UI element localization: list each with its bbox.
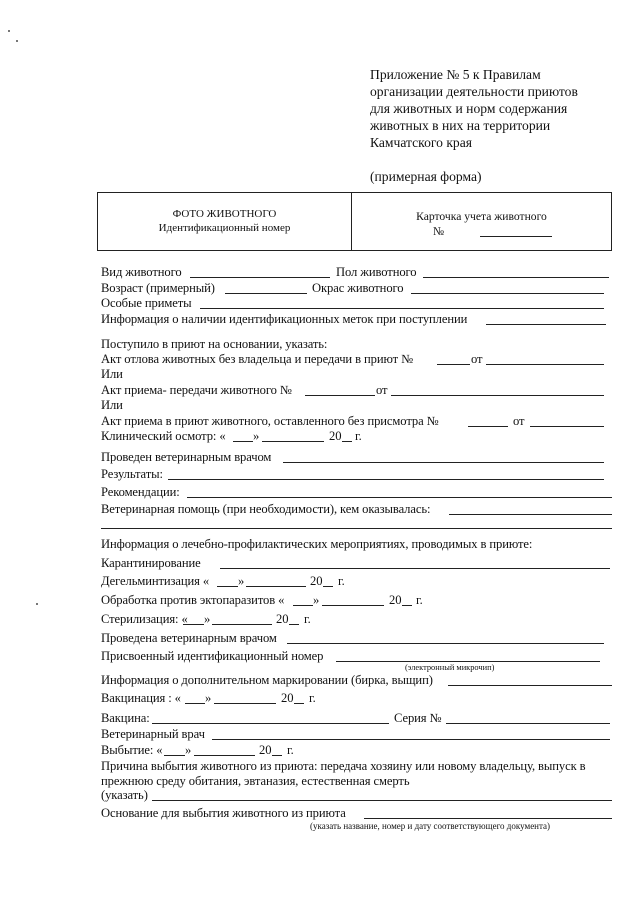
year-suffix: г. <box>355 429 362 443</box>
from-label: от <box>376 383 388 397</box>
vaccine-field[interactable] <box>152 723 389 724</box>
quote-close: » <box>238 574 245 588</box>
year-suffix: г. <box>287 743 294 757</box>
ecto-year[interactable] <box>402 605 412 606</box>
recommendations-label: Рекомендации: <box>101 485 180 499</box>
vaccine-label: Вакцина: <box>101 711 150 725</box>
ectoparasites-label: Обработка против эктопаразитов « <box>101 593 285 607</box>
vaccination-month[interactable] <box>214 703 276 704</box>
series-field[interactable] <box>446 723 610 724</box>
id-number-label: Идентификационный номер <box>158 222 291 234</box>
photo-card-box <box>97 192 612 251</box>
sterilization-year[interactable] <box>289 624 299 625</box>
ecto-day[interactable] <box>293 605 313 606</box>
deworming-year[interactable] <box>323 586 333 587</box>
departure-reason-line-2: прежнюю среду обитания, эвтаназия, естественная смерть <box>101 774 410 788</box>
color-label: Окрас животного <box>312 281 404 295</box>
year-prefix: 20 <box>310 574 323 588</box>
departure-day[interactable] <box>164 755 185 756</box>
departure-basis-label: Основание для выбытия животного из приюта <box>101 806 346 820</box>
admitted-label: Поступило в приют на основании, указать: <box>101 337 328 351</box>
departure-basis-field[interactable] <box>364 818 612 819</box>
extra-marking-label: Информация о дополнительном маркировании (бирка, выщип) <box>101 673 433 687</box>
act-transfer-date[interactable] <box>391 395 604 396</box>
species-field[interactable] <box>190 277 330 278</box>
marks-field[interactable] <box>200 308 604 309</box>
card-title: Карточка учета животного <box>416 210 547 223</box>
year-suffix: г. <box>304 612 311 626</box>
species-label: Вид животного <box>101 265 182 279</box>
vet-done-label: Проведен ветеринарным врачом <box>101 450 272 464</box>
deworming-month[interactable] <box>246 586 306 587</box>
year-prefix: 20 <box>329 429 342 443</box>
year-prefix: 20 <box>389 593 402 607</box>
year-prefix: 20 <box>259 743 272 757</box>
departure-label: Выбытие: « <box>101 743 163 757</box>
results-label: Результаты: <box>101 467 163 481</box>
or-label: Или <box>101 398 123 412</box>
assigned-id-field[interactable] <box>336 661 600 662</box>
from-label: от <box>471 352 483 366</box>
vet-done2-field[interactable] <box>287 643 604 644</box>
clinical-exam-label: Клинический осмотр: « <box>101 429 226 443</box>
vet-help-field-2[interactable] <box>101 528 612 529</box>
preventive-label: Информация о лечебно-профилактических мероприятиях, проводимых в приюте: <box>101 537 533 551</box>
scan-speck <box>8 30 10 32</box>
specify-field[interactable] <box>152 800 612 801</box>
header-line: Приложение № 5 к Правилам <box>370 67 541 82</box>
recommendations-field[interactable] <box>187 497 612 498</box>
departure-year[interactable] <box>272 755 282 756</box>
photo-cell <box>98 207 351 235</box>
sex-label: Пол животного <box>336 265 417 279</box>
clinical-year-field[interactable] <box>342 441 352 442</box>
header-line: Камчатского края <box>370 135 473 150</box>
age-label: Возраст (примерный) <box>101 281 215 295</box>
quarantine-label: Карантинирование <box>101 556 201 570</box>
quote-close: » <box>185 743 192 757</box>
sterilization-day[interactable] <box>183 624 204 625</box>
card-number-label: № <box>432 225 445 238</box>
form-note: (примерная форма) <box>370 169 482 184</box>
extra-marking-field[interactable] <box>448 685 612 686</box>
act-unattended-number[interactable] <box>468 426 508 427</box>
microchip-note: (электронный микрочип) <box>405 663 495 672</box>
departure-reason-line-1: Причина выбытия животного из приюта: передача хозяину или новому владельцу, выпуск в <box>101 759 586 773</box>
id-marks-label: Информация о наличии идентификационных меток при поступлении <box>101 312 468 326</box>
vet-done2-label: Проведена ветеринарным врачом <box>101 631 277 645</box>
quote-close: » <box>253 429 260 443</box>
scan-speck <box>36 603 38 605</box>
header-line: для животных и норм содержания <box>370 101 568 116</box>
act-capture-label: Акт отлова животных без владельца и передачи в приют № <box>101 352 414 366</box>
act-capture-date[interactable] <box>486 364 604 365</box>
sterilization-label: Стерилизация: « <box>101 612 188 626</box>
card-number-field[interactable] <box>480 236 552 237</box>
vaccination-year[interactable] <box>294 703 304 704</box>
quote-close: » <box>205 691 212 705</box>
header-line: организации деятельности приютов <box>370 84 578 99</box>
vaccination-day[interactable] <box>185 703 205 704</box>
vet-done-field[interactable] <box>283 462 604 463</box>
year-prefix: 20 <box>281 691 294 705</box>
marks-label: Особые приметы <box>101 296 192 310</box>
age-field[interactable] <box>225 293 307 294</box>
act-unattended-label: Акт приема в приют животного, оставленного без присмотра № <box>101 414 439 428</box>
vet-doctor-label: Ветеринарный врач <box>101 727 205 741</box>
sex-field[interactable] <box>423 277 609 278</box>
quarantine-field[interactable] <box>220 568 610 569</box>
deworming-day[interactable] <box>217 586 238 587</box>
quote-close: » <box>313 593 320 607</box>
doc-note: (указать название, номер и дату соответствующего документа) <box>310 821 551 831</box>
sterilization-month[interactable] <box>212 624 272 625</box>
vet-doctor-field[interactable] <box>212 739 610 740</box>
quote-close: » <box>204 612 211 626</box>
act-capture-number[interactable] <box>437 364 470 365</box>
card-cell <box>352 209 611 239</box>
year-suffix: г. <box>338 574 345 588</box>
vet-help-label: Ветеринарная помощь (при необходимости), кем оказывалась: <box>101 502 431 516</box>
header-line: животных в них на территории <box>370 118 551 133</box>
departure-month[interactable] <box>194 755 255 756</box>
assigned-id-label: Присвоенный идентификационный номер <box>101 649 324 663</box>
act-transfer-number[interactable] <box>305 395 375 396</box>
act-unattended-date[interactable] <box>530 426 604 427</box>
clinical-month-field[interactable] <box>262 441 324 442</box>
year-prefix: 20 <box>276 612 289 626</box>
series-label: Серия № <box>394 711 442 725</box>
ecto-month[interactable] <box>322 605 384 606</box>
from-label: от <box>513 414 525 428</box>
results-field[interactable] <box>168 479 604 480</box>
scan-speck <box>16 40 18 42</box>
color-field[interactable] <box>411 293 604 294</box>
specify-label: (указать) <box>101 788 148 802</box>
act-transfer-label: Акт приема- передачи животного № <box>101 383 292 397</box>
deworming-label: Дегельминтизация « <box>101 574 210 588</box>
id-marks-field[interactable] <box>486 324 606 325</box>
vaccination-label: Вакцинация : « <box>101 691 181 705</box>
year-suffix: г. <box>309 691 316 705</box>
year-suffix: г. <box>416 593 423 607</box>
vet-help-field[interactable] <box>449 514 612 515</box>
or-label: Или <box>101 367 123 381</box>
photo-title: ФОТО ЖИВОТНОГО <box>172 208 277 220</box>
clinical-day-field[interactable] <box>233 441 253 442</box>
